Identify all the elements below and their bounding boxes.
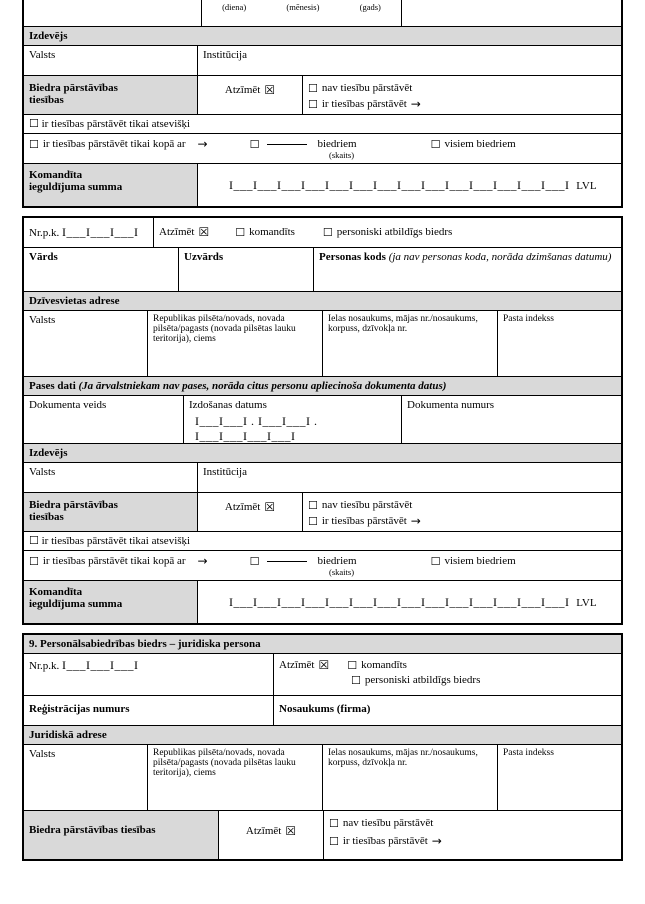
section9-nrpk-cell[interactable]	[24, 654, 274, 695]
legal-street-cell[interactable]	[323, 745, 498, 810]
issuer-institution-label-1: Institūcija	[203, 49, 247, 61]
personal-code-note: (ja nav personas koda, norāda dzimšanas datumu)	[388, 251, 612, 263]
passport-header-row	[24, 377, 621, 396]
checkbox-icon: ☐	[347, 658, 358, 672]
checkbox-icon: ☐	[329, 834, 339, 848]
legal-address-title: Juridiskā adrese	[24, 726, 621, 744]
checkbox-x-icon: ☒	[198, 225, 210, 239]
personal-code-cell[interactable]	[314, 248, 621, 291]
option-has-rights-3[interactable]	[329, 834, 616, 848]
legal-address-header-row	[24, 726, 621, 745]
checkbox-icon: ☐	[29, 117, 39, 130]
section9-header-row	[24, 635, 621, 654]
section9-option-personally-liable-label: personiski atbildīgs biedrs	[364, 674, 481, 686]
komandita-row-2	[24, 581, 621, 623]
top-right-empty-cell	[402, 0, 621, 26]
section9-reg-row	[24, 696, 621, 726]
option-personally-liable-label: personiski atbildīgs biedrs	[336, 226, 453, 238]
members-label-1: biedriem	[317, 138, 357, 150]
checkbox-icon: ☐	[308, 81, 318, 95]
komandita-title-line2-1: ieguldījuma summa	[29, 181, 123, 193]
all-members-label-1: visiem biedriem	[444, 138, 516, 150]
issue-date-cell[interactable]	[184, 396, 402, 443]
legal-city-label: Republikas pilsēta/novads, novada pilsēta/pagasts (novada pilsētas lauku teritorija), ciems	[153, 748, 296, 778]
option-has-rights-2[interactable]	[308, 514, 616, 528]
count-hint-2: (skaits)	[329, 567, 355, 577]
residence-country-cell[interactable]	[24, 311, 148, 376]
checkbox-icon: ☐	[235, 225, 246, 239]
residence-postcode-cell[interactable]	[498, 311, 621, 376]
member-type-cell	[154, 218, 621, 247]
rights-row-2	[24, 493, 621, 532]
checkbox-x-icon: ☒	[318, 658, 330, 672]
rights-mark-cell-2	[198, 493, 303, 531]
issuer-fields-row-1	[24, 46, 621, 76]
checkbox-icon: ☐	[249, 137, 260, 151]
arrow-icon: →	[431, 834, 442, 848]
rights-row-3	[24, 811, 621, 859]
legal-country-cell[interactable]	[24, 745, 148, 810]
issuer-country-cell-1[interactable]	[24, 46, 198, 75]
document-number-cell[interactable]	[402, 396, 621, 443]
issuer-country-label-2: Valsts	[29, 466, 56, 478]
option-has-rights-label-1: ir tiesības pārstāvēt	[321, 98, 407, 110]
komandita-title-line1-2: Komandīta	[29, 586, 83, 598]
top-left-empty-cell	[24, 0, 202, 26]
mark-label-1: Atzīmēt	[224, 84, 261, 96]
mark-label-2: Atzīmēt	[159, 226, 195, 238]
rights-separate-cell-2[interactable]	[24, 532, 621, 550]
rights-separate-cell-1[interactable]	[24, 115, 621, 133]
top-date-labels-cell	[202, 0, 402, 26]
section9-nrpk-boxes[interactable]: I___I___I___I	[62, 658, 139, 672]
residence-country-label: Valsts	[29, 314, 56, 326]
issuer-country-cell-2[interactable]	[24, 463, 198, 492]
issue-date-label: Izdošanas datums	[189, 399, 267, 411]
checkbox-icon: ☐	[308, 498, 318, 512]
issuer-country-label-1: Valsts	[29, 49, 56, 61]
person-name-row	[24, 248, 621, 292]
legal-city-cell[interactable]	[148, 745, 323, 810]
rights-options-cell-2	[303, 493, 621, 531]
currency-label-1: LVL	[576, 180, 597, 192]
member-count-input-1[interactable]	[267, 144, 307, 145]
legal-postcode-cell[interactable]	[498, 745, 621, 810]
rights-title-line1-1: Biedra pārstāvības	[29, 82, 118, 94]
nrpk-cell[interactable]	[24, 218, 154, 247]
section9-title: 9. Personālsabiedrības biedrs – juridiska persona	[24, 635, 621, 653]
section9-nrpk-row	[24, 654, 621, 696]
passport-title-cell	[24, 377, 621, 395]
label-menesis: (mēnesis)	[286, 2, 320, 12]
legal-address-fields-row	[24, 745, 621, 811]
nrpk-boxes[interactable]: I___I___I___I	[62, 225, 139, 239]
issuer-header-row-2	[24, 444, 621, 463]
registration-number-cell[interactable]	[24, 696, 274, 725]
rights-options-cell-1	[303, 76, 621, 114]
checkbox-icon: ☐	[329, 816, 339, 830]
residence-title: Dzīvesvietas adrese	[24, 292, 621, 310]
rights-mark-cell-3	[219, 811, 324, 859]
first-name-cell[interactable]	[24, 248, 179, 291]
option-has-rights-label-2: ir tiesības pārstāvēt	[321, 515, 407, 527]
option-no-rights-3[interactable]	[329, 817, 616, 829]
residence-header-row	[24, 292, 621, 311]
last-name-label: Uzvārds	[184, 251, 224, 263]
rights-title-line2-2: tiesības	[29, 511, 64, 523]
mark-label-4: Atzīmēt	[279, 659, 315, 671]
rights-together-row-2	[24, 551, 621, 581]
option-has-rights-1[interactable]	[308, 97, 616, 111]
residence-city-label: Republikas pilsēta/novads, novada pilsēta/pagasts (novada pilsētas lauku teritorija), ciems	[153, 314, 296, 344]
rights-separate-label-1: ir tiesības pārstāvēt tikai atsevišķi	[41, 118, 191, 130]
option-has-rights-label-3: ir tiesības pārstāvēt	[342, 835, 428, 847]
komandita-row-1	[24, 164, 621, 206]
komandita-amount-cell-1[interactable]	[198, 164, 621, 206]
rights-together-label-1: ir tiesības pārstāvēt tikai kopā ar	[42, 138, 186, 150]
rights-together-cell-2[interactable]	[24, 551, 621, 580]
rights-row-1	[24, 76, 621, 115]
rights-together-cell-1[interactable]	[24, 134, 621, 163]
komandita-title-2	[24, 581, 198, 623]
residence-postcode-label: Pasta indekss	[503, 314, 554, 324]
komandita-amount-boxes-1[interactable]: I___I___I___I___I___I___I___I___I___I___I___I___I___I___I	[229, 178, 570, 192]
passport-title: Pases dati	[29, 380, 76, 392]
checkbox-icon: ☐	[430, 137, 441, 151]
document-number-label: Dokumenta numurs	[407, 399, 495, 411]
checkbox-icon: ☐	[249, 554, 260, 568]
section9-nrpk-label: Nr.p.k.	[29, 660, 60, 672]
top-partial-date-row	[22, 0, 623, 26]
legal-postcode-label: Pasta indekss	[503, 748, 554, 758]
checkbox-icon: ☐	[308, 514, 318, 528]
rights-title-line2-1: tiesības	[29, 94, 64, 106]
registration-number-label: Reģistrācijas numurs	[29, 703, 130, 715]
rights-separate-row-1	[24, 115, 621, 134]
rights-title-2	[24, 493, 198, 531]
issue-date-boxes[interactable]: I___I___I . I___I___I . I___I___I___I___I	[195, 414, 318, 443]
issuer-title-2: Izdevējs	[24, 444, 621, 462]
checkbox-icon: ☐	[29, 534, 39, 547]
rights-separate-row-2	[24, 532, 621, 551]
checkbox-x-icon: ☒	[264, 83, 276, 97]
count-hint-1: (skaits)	[329, 150, 355, 160]
block-issuer-rights-1	[22, 26, 623, 208]
option-no-rights-2[interactable]	[308, 499, 616, 511]
rights-mark-cell-1	[198, 76, 303, 114]
checkbox-x-icon: ☒	[264, 500, 276, 514]
residence-fields-row	[24, 311, 621, 377]
checkbox-icon: ☐	[351, 673, 361, 687]
option-no-rights-label-1: nav tiesību pārstāvēt	[321, 82, 413, 94]
arrow-icon: →	[197, 137, 208, 151]
checkbox-x-icon: ☒	[285, 824, 297, 838]
company-name-cell[interactable]	[274, 696, 621, 725]
passport-fields-row	[24, 396, 621, 444]
last-name-cell[interactable]	[179, 248, 314, 291]
members-label-2: biedriem	[317, 555, 357, 567]
issuer-title-1: Izdevējs	[24, 27, 621, 45]
arrow-icon: →	[410, 514, 421, 528]
member-count-input-2[interactable]	[267, 561, 307, 562]
arrow-icon: →	[197, 554, 208, 568]
residence-city-cell[interactable]	[148, 311, 323, 376]
issuer-fields-row-2	[24, 463, 621, 493]
issuer-header-row-1	[24, 27, 621, 46]
rights-separate-label-2: ir tiesības pārstāvēt tikai atsevišķi	[41, 535, 191, 547]
rights-title-3: Biedra pārstāvības tiesības	[24, 811, 219, 859]
rights-together-row-1	[24, 134, 621, 164]
option-komandits-label: komandīts	[249, 226, 295, 238]
currency-label-2: LVL	[576, 597, 597, 609]
label-diena: (diena)	[222, 2, 247, 12]
mark-label-3: Atzīmēt	[224, 501, 261, 513]
personal-code-label: Personas kods	[319, 251, 386, 263]
document-type-cell[interactable]	[24, 396, 184, 443]
arrow-icon: →	[410, 97, 421, 111]
legal-street-label: Ielas nosaukums, mājas nr./nosaukums, korpuss, dzīvokļa nr.	[328, 748, 478, 768]
company-name-label: Nosaukums (firma)	[279, 703, 371, 715]
checkbox-icon: ☐	[29, 137, 39, 151]
checkbox-icon: ☐	[308, 97, 318, 111]
nrpk-label: Nr.p.k.	[29, 227, 60, 239]
block-individual-member	[22, 216, 623, 625]
block-legal-person-member	[22, 633, 623, 861]
rights-title-1	[24, 76, 198, 114]
issuer-institution-cell-2[interactable]	[198, 463, 621, 492]
komandita-amount-boxes-2[interactable]: I___I___I___I___I___I___I___I___I___I___I___I___I___I___I	[229, 595, 570, 609]
checkbox-icon: ☐	[322, 225, 333, 239]
residence-street-cell[interactable]	[323, 311, 498, 376]
issuer-institution-label-2: Institūcija	[203, 466, 247, 478]
legal-country-label: Valsts	[29, 748, 56, 760]
mark-label-5: Atzīmēt	[245, 825, 282, 837]
all-members-label-2: visiem biedriem	[444, 555, 516, 567]
option-no-rights-label-2: nav tiesību pārstāvēt	[321, 499, 413, 511]
rights-title-line1-2: Biedra pārstāvības	[29, 499, 118, 511]
option-no-rights-1[interactable]	[308, 82, 616, 94]
nrpk-row	[24, 218, 621, 248]
section9-option-komandits-label: komandīts	[361, 659, 407, 671]
komandita-amount-cell-2[interactable]	[198, 581, 621, 623]
komandita-title-line1-1: Komandīta	[29, 169, 83, 181]
passport-note: (Ja ārvalstniekam nav pases, norāda citus personu apliecinoša dokumenta datus)	[78, 380, 447, 392]
section9-member-type-cell	[274, 654, 621, 695]
checkbox-icon: ☐	[29, 554, 39, 568]
document-type-label: Dokumenta veids	[29, 399, 107, 411]
label-gads: (gads)	[359, 2, 381, 12]
komandita-title-line2-2: ieguldījuma summa	[29, 598, 123, 610]
issuer-institution-cell-1[interactable]	[198, 46, 621, 75]
rights-options-cell-3	[324, 811, 621, 859]
komandita-title-1	[24, 164, 198, 206]
rights-together-label-2: ir tiesības pārstāvēt tikai kopā ar	[42, 555, 186, 567]
first-name-label: Vārds	[29, 251, 58, 263]
residence-street-label: Ielas nosaukums, mājas nr./nosaukums, korpuss, dzīvokļa nr.	[328, 314, 478, 334]
option-no-rights-label-3: nav tiesību pārstāvēt	[342, 817, 434, 829]
checkbox-icon: ☐	[430, 554, 441, 568]
